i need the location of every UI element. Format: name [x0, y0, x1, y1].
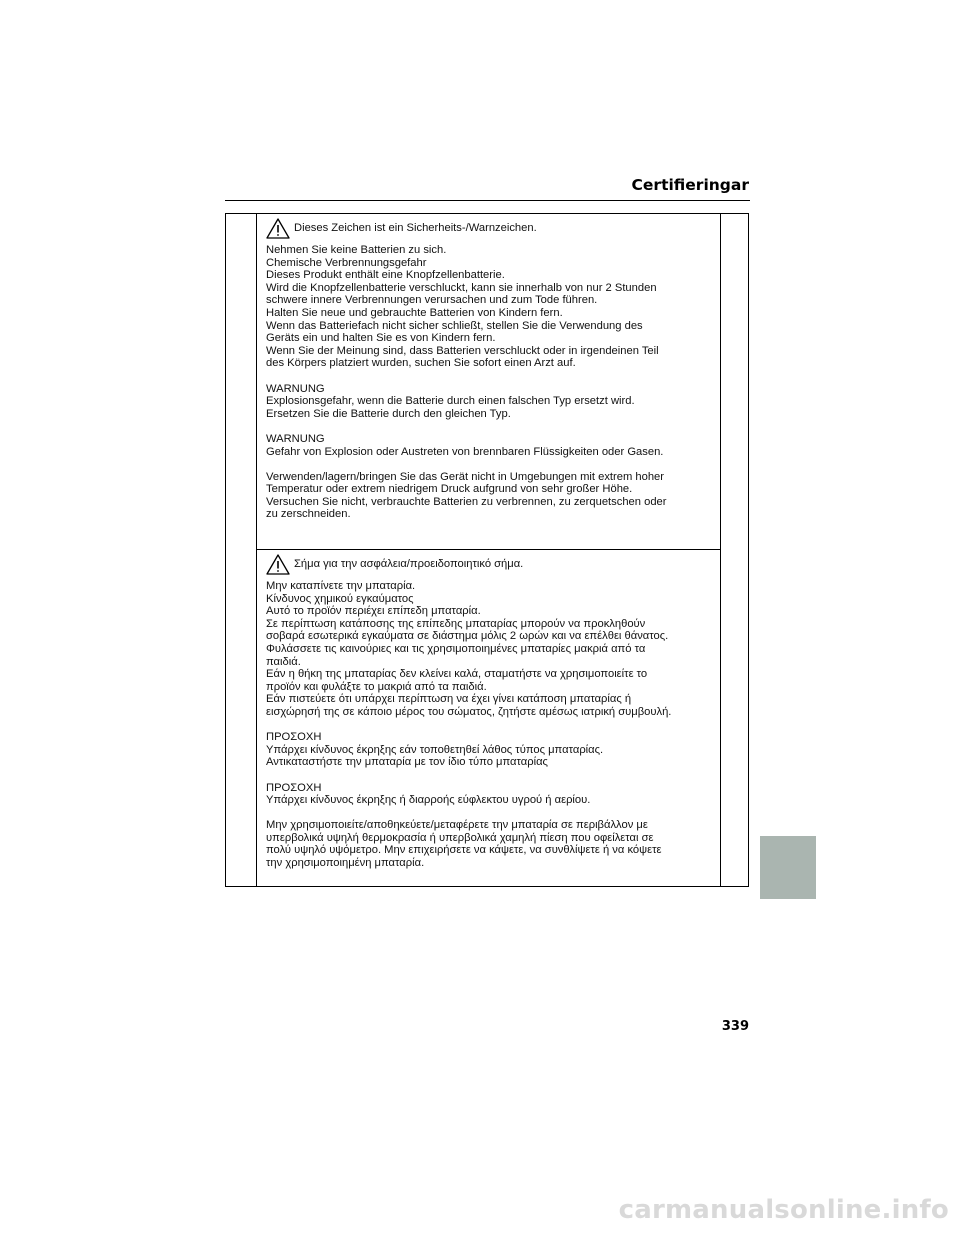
german-symbol-row — [266, 218, 712, 239]
text-line: des Körpers platziert wurden, suchen Sie sofort einen Arzt auf. — [266, 357, 576, 370]
page-number: 339 — [721, 1019, 749, 1034]
text-line: Halten Sie neue und gebrauchte Batterien von Kindern fern. — [266, 306, 563, 319]
text-line: Temperatur oder extrem niedrigem Druck aufgrund von sehr großer Höhe. — [266, 483, 633, 496]
text-line: Chemische Verbrennungsgefahr — [266, 256, 427, 269]
title-rule — [225, 200, 750, 201]
text-line: Υπάρχει κίνδυνος έκρηξης ή διαρροής εύφλεκτου υγρού ή αερίου. — [266, 794, 591, 807]
text-line: Εάν η θήκη της μπαταρίας δεν κλείνει καλά, σταματήστε να χρησιμοποιείτε το — [266, 668, 648, 681]
text-line: εισχώρησή της σε κάποιο μέρος του σώματος, ζητήστε αμέσως ιατρική συμβουλή. — [266, 705, 672, 718]
german-text — [266, 244, 712, 521]
paragraph-gap — [266, 807, 712, 820]
paragraph-gap — [266, 370, 712, 383]
text-line: Ersetzen Sie die Batterie durch den gleichen Typ. — [266, 407, 511, 420]
language-divider — [257, 549, 720, 550]
text-line: την χρησιμοποιημένη μπαταρία. — [266, 857, 425, 870]
paragraph-gap — [266, 719, 712, 732]
text-line: Αντικαταστήστε την μπαταρία με τον ίδιο τύπο μπαταρίας — [266, 756, 548, 769]
text-line: πολύ υψηλό υψόμετρο. Μην επιχειρήσετε να κάψετε, να συνθλίψετε ή να κόψετε — [266, 844, 662, 857]
text-line: προϊόν και φυλάξτε το μακριά από τα παιδιά. — [266, 680, 487, 693]
paragraph-gap — [266, 458, 712, 471]
greek-symbol-row — [266, 554, 712, 575]
paragraph-gap — [266, 769, 712, 782]
text-line: Explosionsgefahr, wenn die Batterie durch einen falschen Typ ersetzt wird. — [266, 395, 635, 408]
text-line: Υπάρχει κίνδυνος έκρηξης εάν τοποθετηθεί λάθος τύπος μπαταρίας. — [266, 743, 604, 756]
section-title: Certifieringar — [631, 176, 749, 194]
text-line: σοβαρά εσωτερικά εγκαύματα σε διάστημα μόλις 2 ωρών και να επέλθει θάνατος. — [266, 630, 669, 643]
text-line: Σε περίπτωση κατάποσης της επίπεδης μπαταρίας μπορούν να προκληθούν — [266, 617, 646, 630]
text-line: παιδιά. — [266, 655, 301, 668]
greek-warning-block — [266, 554, 712, 870]
text-line: ΠΡΟΣΟΧΗ — [266, 781, 322, 794]
german-warning-block — [266, 218, 712, 521]
text-line: Εάν πιστεύετε ότι υπάρχει περίπτωση να έχει γίνει κατάποση μπαταρίας ή — [266, 693, 632, 706]
text-line: WARNUNG — [266, 432, 325, 445]
warning-triangle-icon — [266, 554, 290, 575]
text-line: Geräts ein und halten Sie es von Kindern fern. — [266, 332, 496, 345]
text-line: zu zerschneiden. — [266, 508, 351, 521]
text-line: υπερβολικά υψηλή θερμοκρασία ή υπερβολικά χαμηλή πίεση που οφείλεται σε — [266, 831, 654, 844]
text-line: Κίνδυνος χημικού εγκαύματος — [266, 592, 414, 605]
paragraph-gap — [266, 420, 712, 433]
text-line: Gefahr von Explosion oder Austreten von brennbaren Flüssigkeiten oder Gasen. — [266, 445, 664, 458]
text-line: WARNUNG — [266, 382, 325, 395]
greek-text — [266, 580, 712, 870]
text-line: Versuchen Sie nicht, verbrauchte Batterien zu verbrennen, zu zerquetschen oder — [266, 495, 667, 508]
german-symbol-caption: Dieses Zeichen ist ein Sicherheits-/Warnzeichen. — [294, 222, 537, 235]
chapter-thumb-tab — [760, 836, 816, 899]
greek-symbol-caption: Σήμα για την ασφάλεια/προειδοποιητικό σήμα. — [294, 558, 524, 571]
text-line: Μην χρησιμοποιείτε/αποθηκεύετε/μεταφέρετε την μπαταρία σε περιβάλλον με — [266, 819, 648, 832]
watermark: carmanualsonline.info — [618, 1195, 949, 1225]
text-line: Φυλάσσετε τις καινούριες και τις χρησιμοποιημένες μπαταρίες μακριά από τα — [266, 642, 646, 655]
warning-triangle-icon — [266, 218, 290, 239]
warning-table — [256, 213, 721, 887]
text-line: Wenn Sie der Meinung sind, dass Batterien verschluckt oder in irgendeinen Teil — [266, 344, 659, 357]
text-line: Dieses Produkt enthält eine Knopfzellenbatterie. — [266, 269, 505, 282]
text-line: Nehmen Sie keine Batterien zu sich. — [266, 244, 447, 256]
text-line: Wird die Knopfzellenbatterie verschluckt, kann sie innerhalb von nur 2 Stunden — [266, 281, 657, 294]
text-line: schwere innere Verbrennungen verursachen und zum Tode führen. — [266, 294, 598, 307]
text-line: ΠΡΟΣΟΧΗ — [266, 731, 322, 744]
text-line: Μην καταπίνετε την μπαταρία. — [266, 580, 416, 592]
text-line: Αυτό το προϊόν περιέχει επίπεδη μπαταρία. — [266, 605, 481, 618]
text-line: Verwenden/lagern/bringen Sie das Gerät nicht in Umgebungen mit extrem hoher — [266, 470, 665, 483]
text-line: Wenn das Batteriefach nicht sicher schließt, stellen Sie die Verwendung des — [266, 319, 643, 332]
